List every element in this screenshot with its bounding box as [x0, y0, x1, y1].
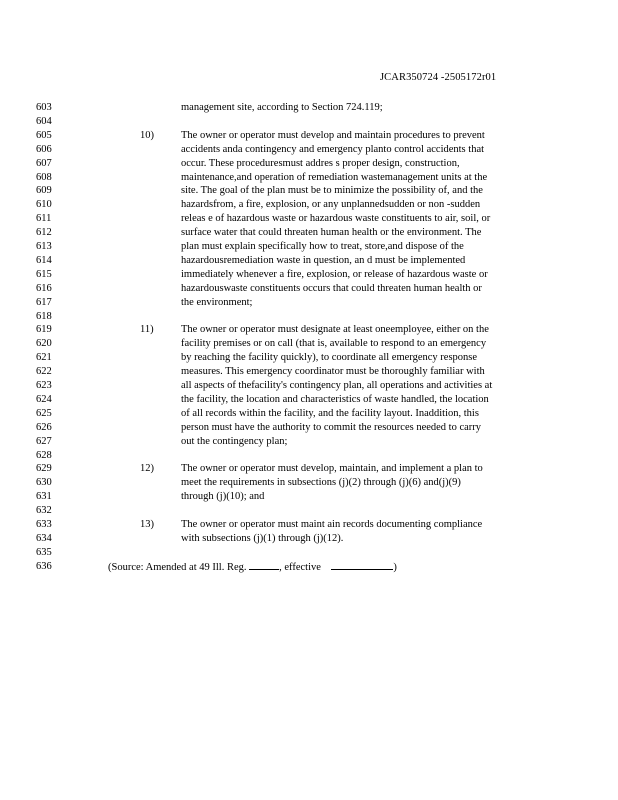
- line-text: immediately whenever a fire, explosion, or release of hazardous waste or: [181, 268, 488, 280]
- document-line: [0, 296, 618, 310]
- document-line: [0, 532, 618, 546]
- line-number: 622: [36, 366, 52, 378]
- document-line: [0, 379, 618, 393]
- line-text: site. The goal of the plan must be to minimize the possibility of, and the: [181, 185, 483, 197]
- line-text: The owner or operator must develop and maintain procedures to prevent: [181, 129, 485, 141]
- register-number-blank: [249, 560, 279, 570]
- line-text: plan must explain specifically how to treat, store,and dispose of the: [181, 241, 464, 252]
- line-text: with subsections (j)(1) through (j)(12).: [181, 532, 344, 544]
- list-item-number: 11): [140, 324, 154, 336]
- source-note-line: [0, 560, 618, 574]
- source-note: [108, 560, 397, 575]
- line-number: 625: [36, 407, 52, 419]
- list-item-number: 12): [140, 463, 154, 475]
- line-number: 607: [36, 157, 52, 169]
- document-line: [0, 101, 618, 115]
- document-line: [0, 157, 618, 171]
- document-line: [0, 254, 618, 268]
- document-line: [0, 143, 618, 157]
- effective-date-blank: [331, 560, 393, 570]
- list-item-number: 10): [140, 129, 154, 141]
- line-number: 633: [36, 519, 52, 530]
- line-text: The owner or operator must designate at least oneemployee, either on the: [181, 324, 489, 336]
- line-number: 609: [36, 185, 52, 197]
- line-text: occur. These proceduresmust addres s proper design, construction,: [181, 157, 460, 169]
- line-text: person must have the authority to commit the resources needed to carry: [181, 421, 482, 433]
- line-number: 611: [36, 213, 52, 225]
- line-number: 631: [36, 491, 52, 503]
- line-number: 619: [36, 324, 52, 336]
- document-line: [0, 337, 618, 351]
- document-line: [0, 504, 618, 518]
- line-text: by reaching the facility quickly), to coordinate all emergency response: [181, 352, 478, 364]
- document-line: [0, 212, 618, 226]
- line-number: 626: [36, 421, 52, 433]
- document-line: [0, 310, 618, 324]
- document-line: [0, 490, 618, 504]
- line-number: 615: [36, 268, 52, 280]
- line-number: 616: [36, 282, 52, 294]
- line-number: 612: [36, 227, 52, 239]
- line-number: 636: [36, 560, 52, 572]
- document-line: [0, 435, 618, 449]
- line-text: facility premises or on call (that is, available to respond to an emergency: [181, 338, 487, 350]
- line-text: of all records within the facility, and the facility layout. Inaddition, this: [181, 407, 479, 419]
- line-text: surface water that could threaten human health or the environment. The: [181, 227, 482, 239]
- document-line: [0, 268, 618, 282]
- line-text: the facility, the location and characteristics of waste handled, the location: [181, 393, 489, 405]
- line-text: meet the requirements in subsections (j)(2) through (j)(6) and(j)(9): [181, 477, 461, 489]
- line-text: through (j)(10); and: [181, 491, 265, 503]
- list-item-number: 13): [140, 519, 154, 530]
- document-line: [0, 184, 618, 198]
- document-line: [0, 449, 618, 463]
- line-number: 635: [36, 546, 52, 558]
- document-id-header: JCAR350724 -2505172r01: [380, 72, 497, 83]
- document-line: [0, 171, 618, 185]
- line-number: 610: [36, 199, 52, 211]
- line-number: 629: [36, 463, 52, 475]
- line-text: out the contingency plan;: [181, 435, 288, 447]
- line-number: 627: [36, 435, 52, 447]
- line-number: 620: [36, 338, 52, 350]
- document-line: [0, 546, 618, 560]
- document-line: [0, 476, 618, 490]
- document-line: [0, 323, 618, 337]
- line-number: 617: [36, 296, 52, 308]
- source-note-prefix: (Source: Amended at 49 Ill. Reg.: [108, 561, 247, 573]
- line-text: maintenance,and operation of remediation wastemanagement units at the: [181, 171, 488, 183]
- document-line: [0, 518, 618, 532]
- line-number: 634: [36, 532, 52, 544]
- document-line: [0, 407, 618, 421]
- line-number: 608: [36, 171, 52, 183]
- line-text: releas e of hazardous waste or hazardous waste constituents to air, soil, or: [181, 213, 491, 225]
- source-note-suffix: ): [393, 561, 397, 573]
- line-text: The owner or operator must maint ain records documenting compliance: [181, 519, 483, 530]
- line-text: hazardsfrom, a fire, explosion, or any unplannedsudden or non -sudden: [181, 199, 481, 211]
- line-number: 618: [36, 310, 52, 322]
- line-number: 623: [36, 380, 52, 391]
- line-number: 605: [36, 129, 52, 141]
- document-line: [0, 240, 618, 254]
- line-number: 621: [36, 352, 52, 364]
- line-text: management site, according to Section 724.119;: [181, 102, 383, 113]
- line-number: 613: [36, 241, 52, 252]
- line-number: 603: [36, 102, 52, 113]
- line-text: the environment;: [181, 296, 253, 308]
- line-text: hazardousremediation waste in question, an d must be implemented: [181, 254, 466, 266]
- document-line: [0, 421, 618, 435]
- document-line: [0, 462, 618, 476]
- document-line: [0, 282, 618, 296]
- document-line: [0, 351, 618, 365]
- line-number: 628: [36, 449, 52, 461]
- document-line: [0, 226, 618, 240]
- line-text: measures. This emergency coordinator must be thoroughly familiar with: [181, 366, 485, 378]
- line-text: accidents anda contingency and emergency planto control accidents that: [181, 143, 485, 155]
- line-number: 632: [36, 505, 52, 517]
- document-line: [0, 115, 618, 129]
- document-line: [0, 129, 618, 143]
- line-number: 614: [36, 254, 52, 266]
- document-line: [0, 365, 618, 379]
- document-line: [0, 393, 618, 407]
- source-note-middle: , effective: [279, 561, 321, 573]
- document-line: [0, 198, 618, 212]
- line-number: 630: [36, 477, 52, 489]
- line-text: hazardouswaste constituents occurs that could threaten human health or: [181, 282, 482, 294]
- line-text: all aspects of thefacility's contingency plan, all operations and activities at: [181, 380, 493, 391]
- line-number: 604: [36, 115, 52, 127]
- line-number: 606: [36, 143, 52, 155]
- line-text: The owner or operator must develop, maintain, and implement a plan to: [181, 463, 483, 475]
- line-number: 624: [36, 393, 52, 405]
